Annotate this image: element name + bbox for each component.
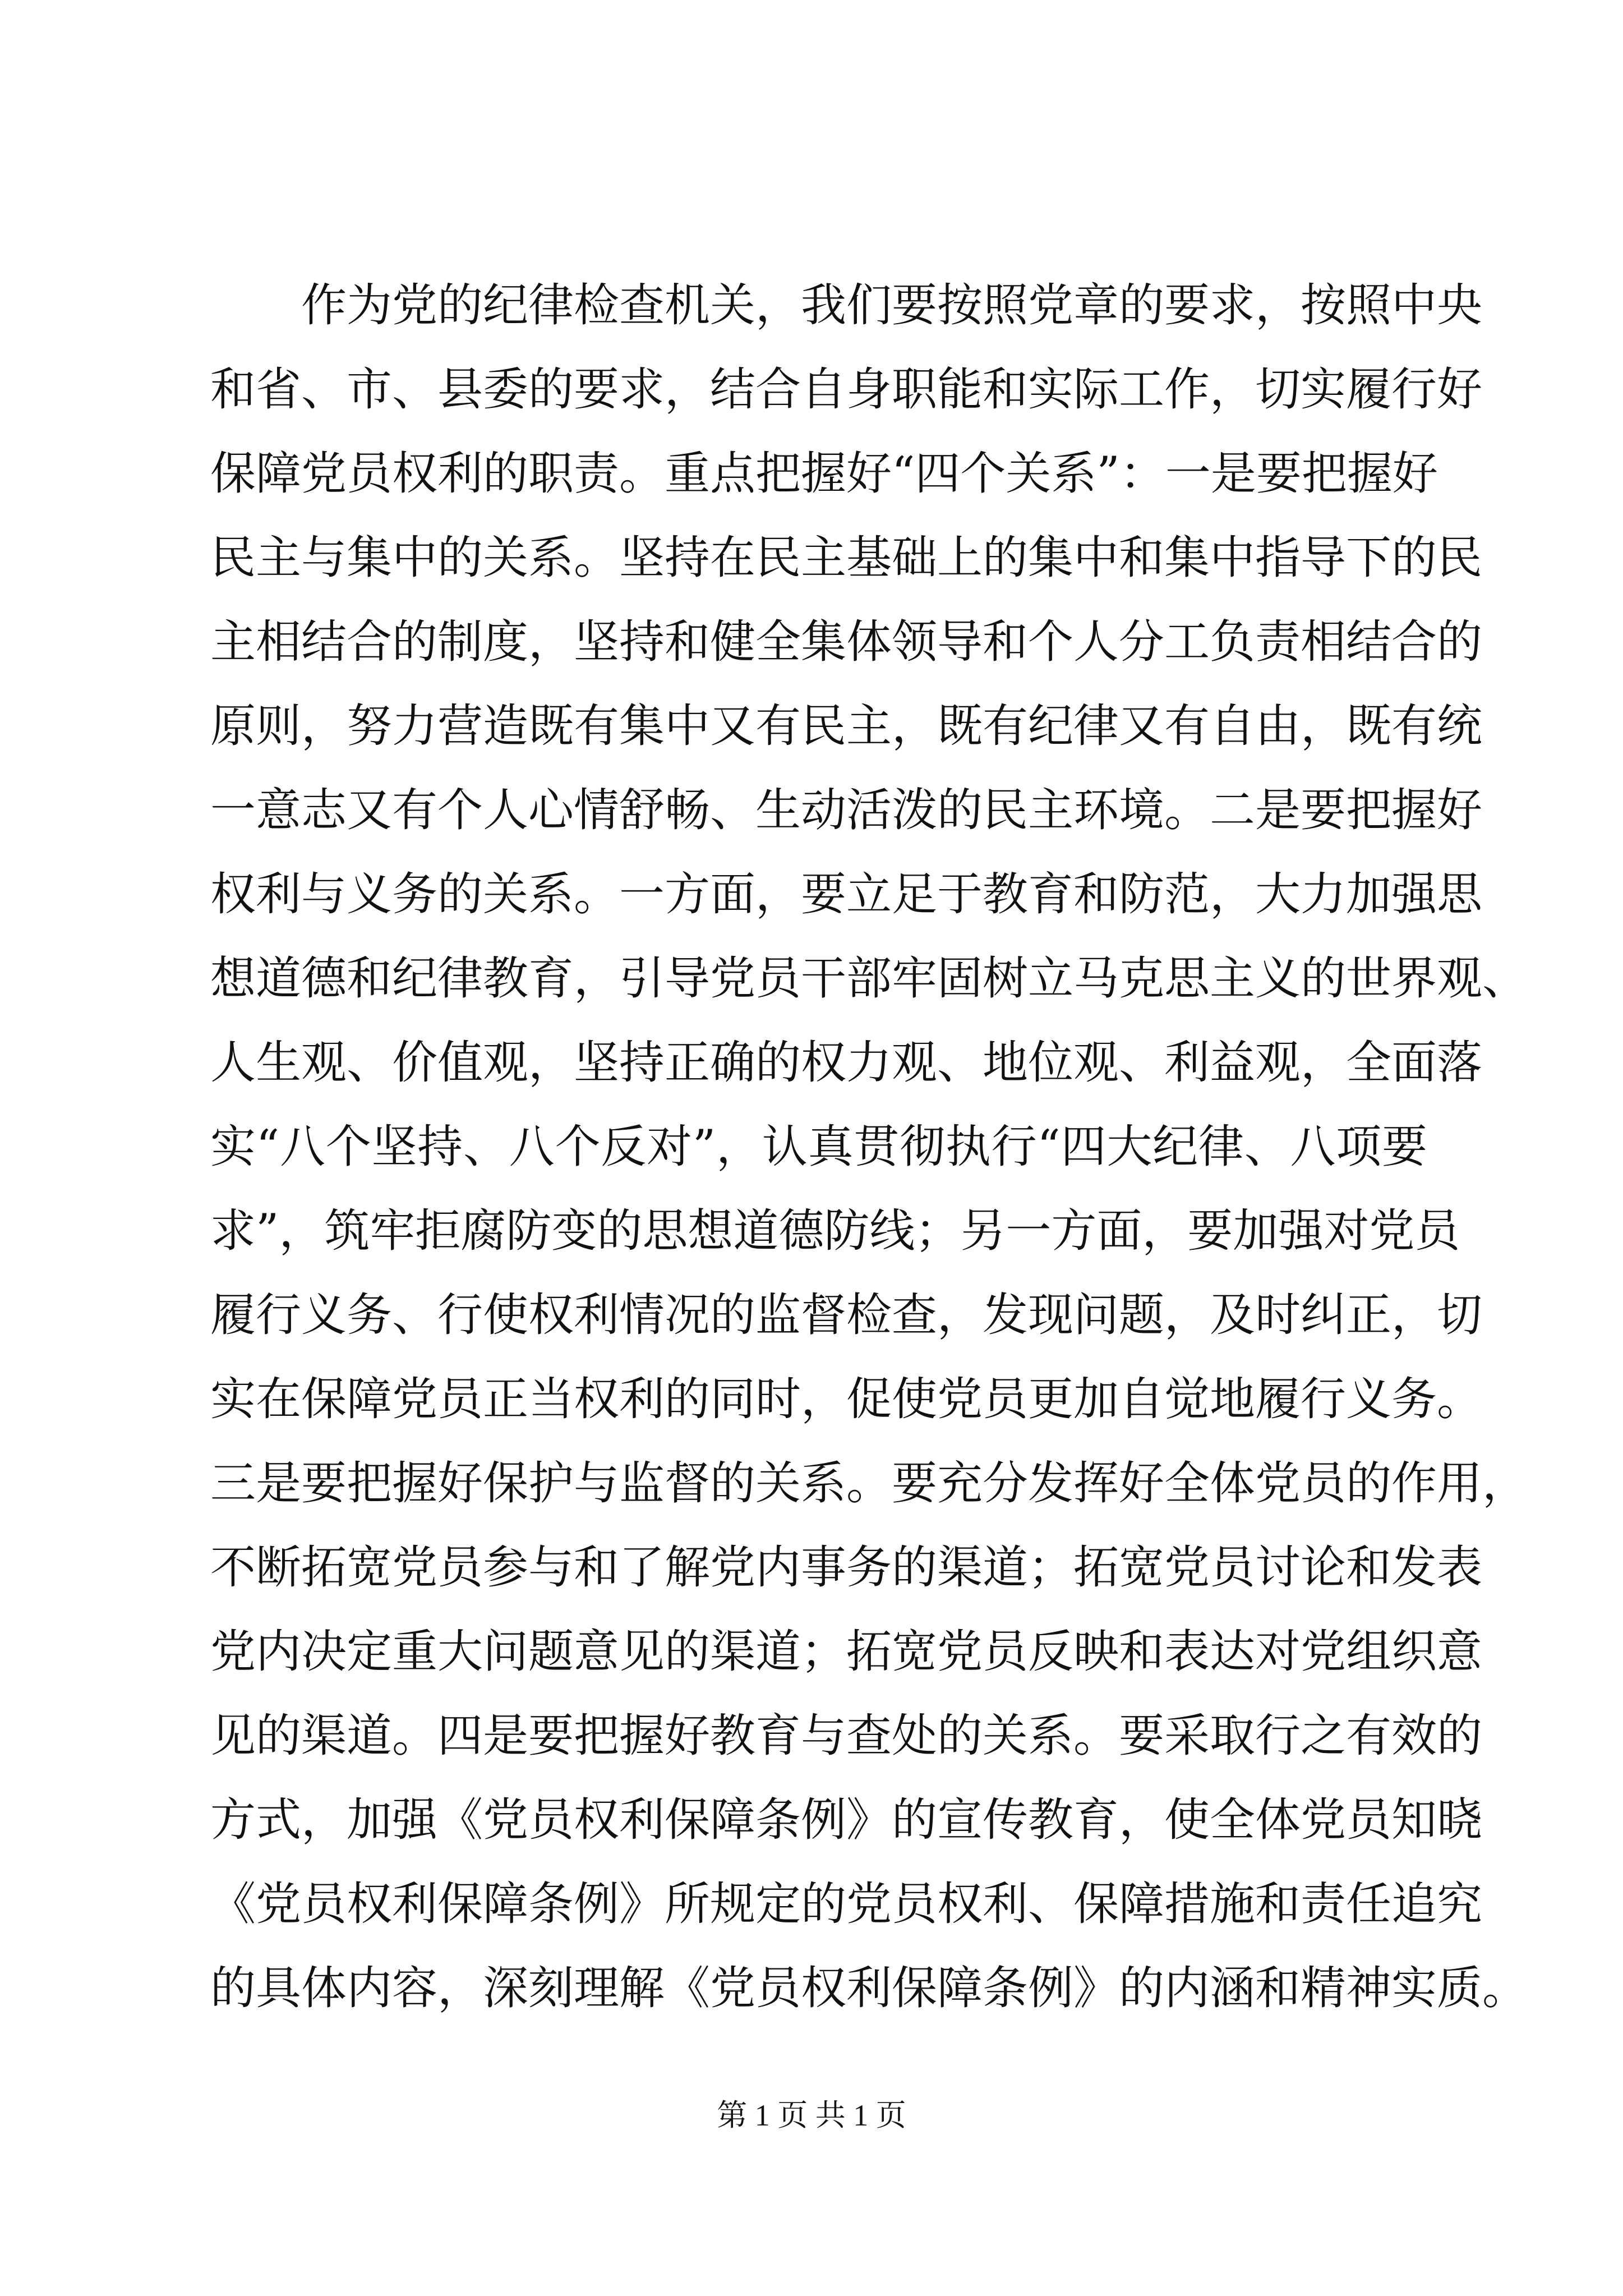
text-line: 人生观、价值观，坚持正确的权力观、地位观、利益观，全面落 [210, 1037, 1483, 1089]
text-line: 履行义务、行使权利情况的监督检查，发现问题，及时纠正，切 [210, 1289, 1483, 1342]
body-paragraph [210, 264, 1528, 2031]
text-line: 想道德和纪律教育，引导党员干部牢固树立马克思主义的世界观、 [210, 953, 1528, 1005]
text-line: 和省、市、县委的要求，结合自身职能和实际工作，切实履行好 [210, 364, 1483, 416]
text-line: 方式，加强《党员权利保障条例》的宣传教育，使全体党员知晓 [210, 1794, 1483, 1847]
text-line: 权利与义务的关系。一方面，要立足于教育和防范，大力加强思 [210, 868, 1483, 921]
text-line: 党内决定重大问题意见的渠道；拓宽党员反映和表达对党组织意 [210, 1626, 1483, 1678]
page-footer [0, 2096, 1623, 2135]
text-line: 不断拓宽党员参与和了解党内事务的渠道；拓宽党员讨论和发表 [210, 1542, 1483, 1594]
text-line: 一意志又有个人心情舒畅、生动活泼的民主环境。二是要把握好 [210, 784, 1483, 837]
text-line: 保障党员权利的职责。重点把握好“四个关系”：一是要把握好 [210, 448, 1438, 500]
text-line: 三是要把握好保护与监督的关系。要充分发挥好全体党员的作用， [210, 1457, 1528, 1510]
text-line: 主相结合的制度，坚持和健全集体领导和个人分工负责相结合的 [210, 616, 1483, 669]
page-number-label: 第 1 页 共 1 页 [717, 2099, 906, 2132]
text-line: 的具体内容，深刻理解《党员权利保障条例》的内涵和精神实质。 [210, 1962, 1528, 2015]
text-line: 民主与集中的关系。坚持在民主基础上的集中和集中指导下的民 [210, 532, 1483, 585]
text-line: 实“八个坚持、八个反对”，认真贯彻执行“四大纪律、八项要 [210, 1121, 1427, 1174]
text-line: 实在保障党员正当权利的同时，促使党员更加自觉地履行义务。 [210, 1373, 1483, 1426]
text-line: 原则，努力营造既有集中又有民主，既有纪律又有自由，既有统 [210, 700, 1483, 753]
text-line: 作为党的纪律检查机关，我们要按照党章的要求，按照中央 [301, 279, 1483, 332]
text-line: 求”，筑牢拒腐防变的思想道德防线；另一方面，要加强对党员 [210, 1205, 1460, 1258]
text-line: 《党员权利保障条例》所规定的党员权利、保障措施和责任追究 [210, 1878, 1483, 1931]
text-line: 见的渠道。四是要把握好教育与查处的关系。要采取行之有效的 [210, 1710, 1483, 1763]
